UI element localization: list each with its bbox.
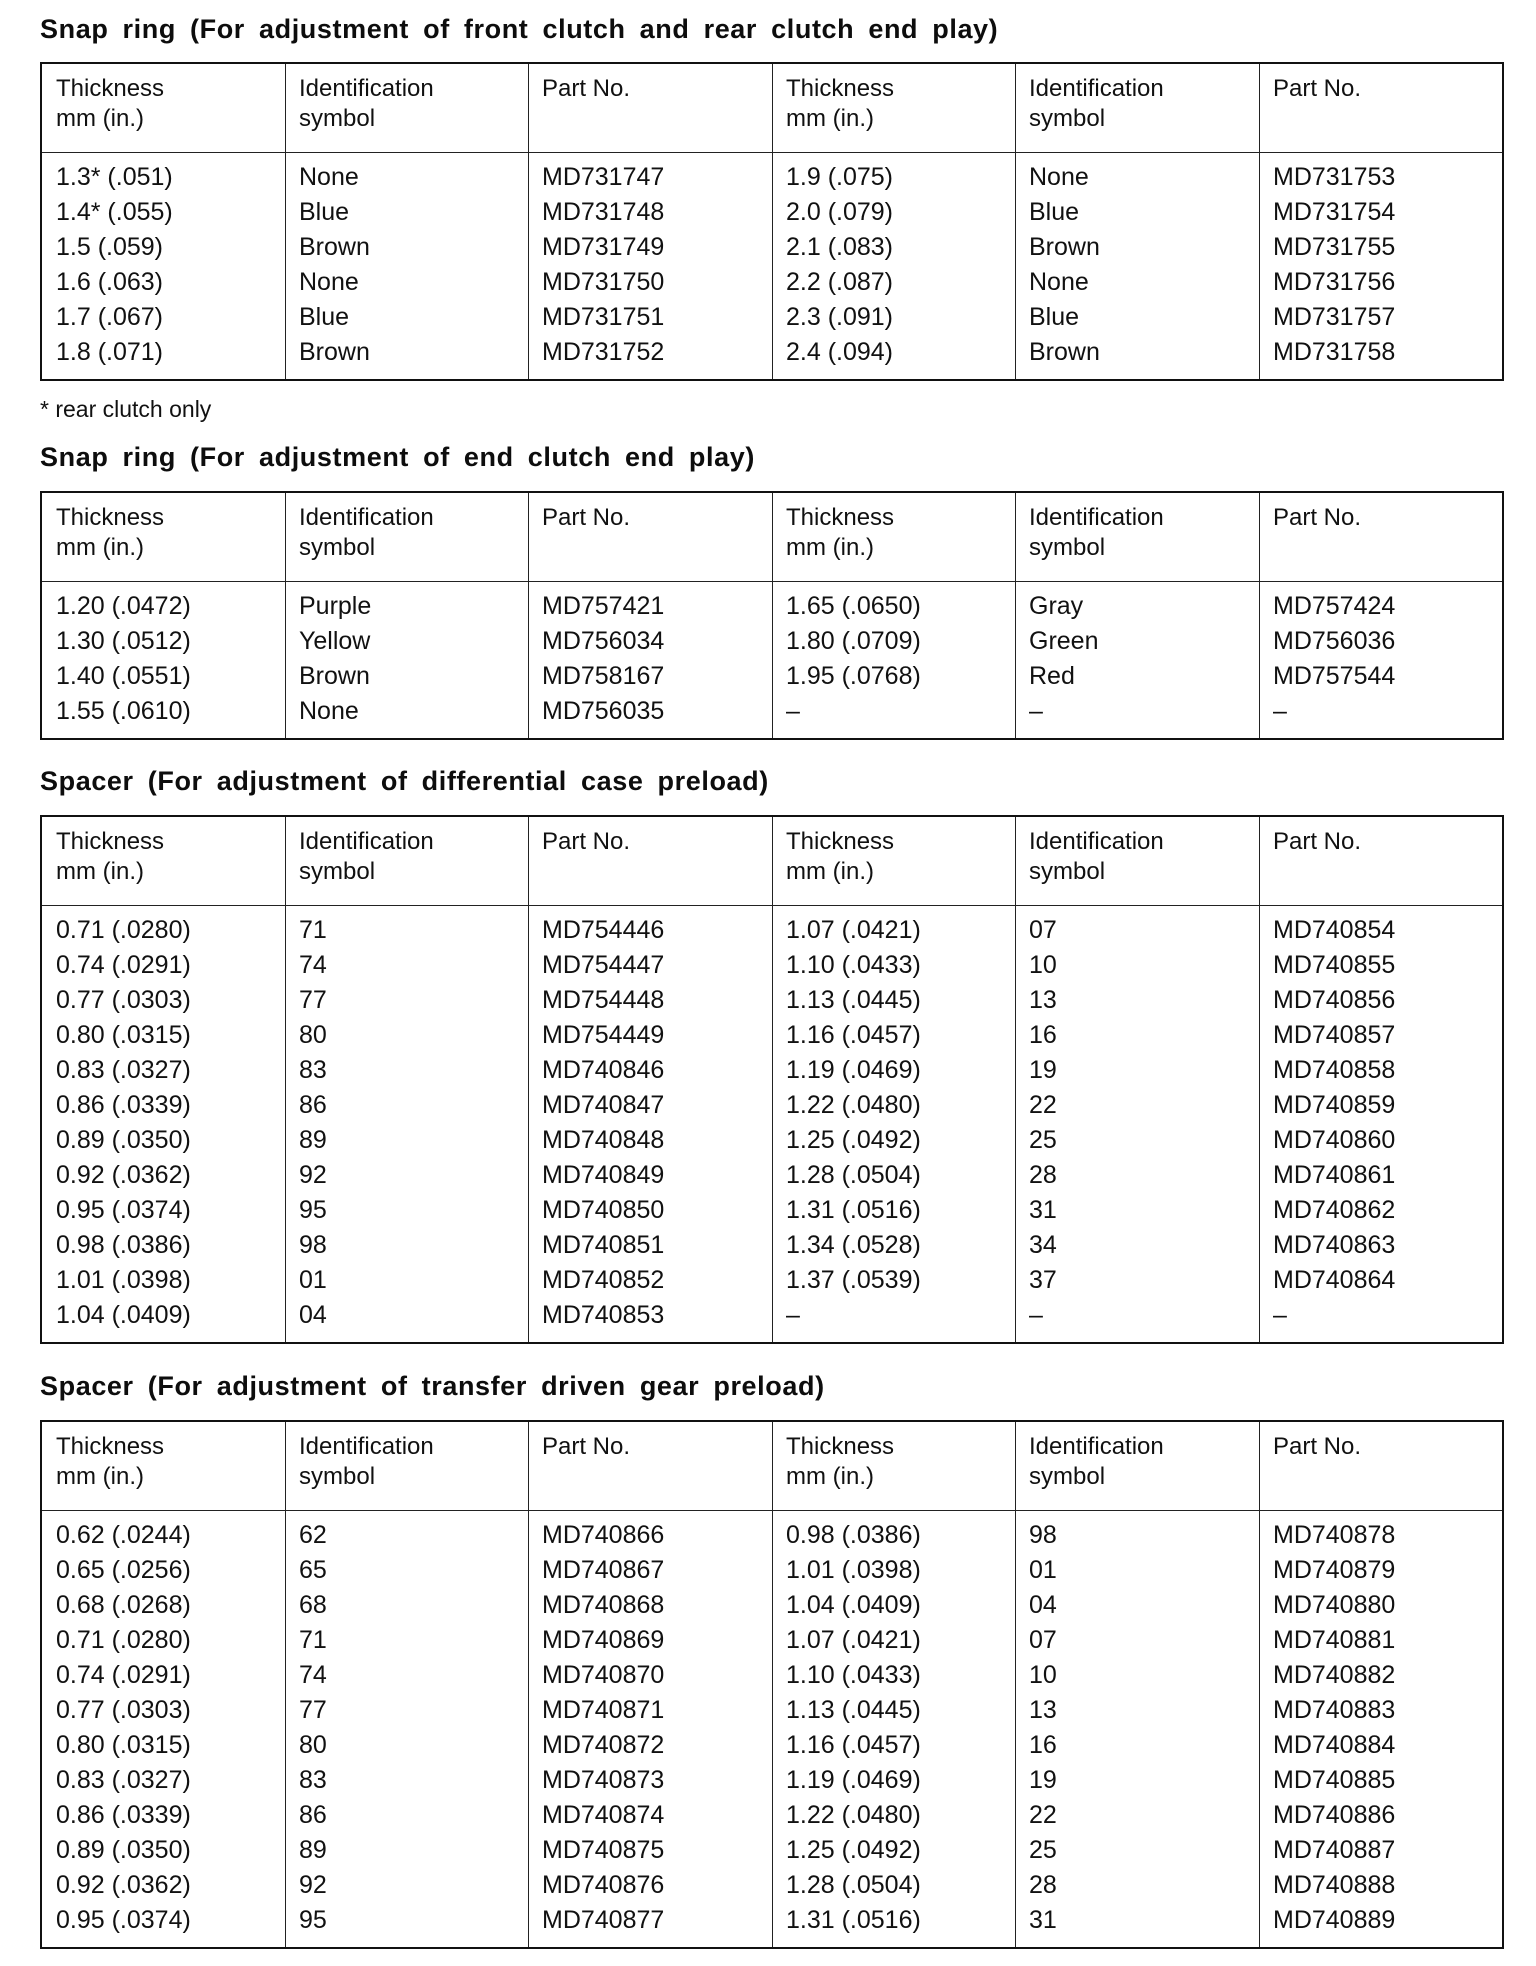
table-cell: 1.40 (.0551) xyxy=(56,662,191,690)
table-cell: MD740852 xyxy=(542,1266,665,1294)
table-cell: MD740874 xyxy=(542,1801,665,1829)
table-cell: 0.77 (.0303) xyxy=(56,1696,191,1724)
table-cell: MD757424 xyxy=(1273,592,1396,620)
table-cell: Brown xyxy=(1029,233,1100,261)
table-cell: 1.30 (.0512) xyxy=(56,627,191,655)
table-cell: 80 xyxy=(299,1021,327,1049)
header-divider xyxy=(42,905,1502,906)
table-cell: 01 xyxy=(1029,1556,1057,1584)
column-header: Part No. xyxy=(542,828,631,855)
table-cell: MD756035 xyxy=(542,697,665,725)
table-cell: MD740862 xyxy=(1273,1196,1396,1224)
column-divider xyxy=(772,817,773,1342)
table-cell: 28 xyxy=(1029,1871,1057,1899)
table-cell: – xyxy=(786,697,800,725)
table-cell: MD731750 xyxy=(542,268,665,296)
spec-table xyxy=(40,491,1504,740)
table-cell: 1.19 (.0469) xyxy=(786,1766,921,1794)
table-cell: MD740861 xyxy=(1273,1161,1396,1189)
table-cell: None xyxy=(299,163,359,191)
table-cell: 1.07 (.0421) xyxy=(786,916,921,944)
table-cell: 0.83 (.0327) xyxy=(56,1056,191,1084)
table-cell: 0.92 (.0362) xyxy=(56,1161,191,1189)
table-cell: 86 xyxy=(299,1801,327,1829)
table-cell: 25 xyxy=(1029,1126,1057,1154)
table-cell: 1.5 (.059) xyxy=(56,233,164,261)
table-cell: 89 xyxy=(299,1126,327,1154)
column-divider xyxy=(772,493,773,738)
table-cell: – xyxy=(1273,1301,1287,1329)
table-cell: MD740866 xyxy=(542,1521,665,1549)
table-cell: 1.01 (.0398) xyxy=(786,1556,921,1584)
table-cell: 19 xyxy=(1029,1056,1057,1084)
table-cell: 0.86 (.0339) xyxy=(56,1091,191,1119)
table-cell: 1.25 (.0492) xyxy=(786,1836,921,1864)
column-header: Thickness mm (in.) xyxy=(786,1433,895,1490)
table-cell: Blue xyxy=(1029,198,1080,226)
column-divider xyxy=(285,64,286,379)
table-cell: MD740878 xyxy=(1273,1521,1396,1549)
spec-table xyxy=(40,62,1504,381)
table-cell: 86 xyxy=(299,1091,327,1119)
table-cell: MD731749 xyxy=(542,233,665,261)
table-cell: 1.3* (.051) xyxy=(56,163,173,191)
table-cell: MD740848 xyxy=(542,1126,665,1154)
table-cell: 2.0 (.079) xyxy=(786,198,894,226)
table-cell: MD754449 xyxy=(542,1021,665,1049)
header-divider xyxy=(42,152,1502,153)
table-cell: 71 xyxy=(299,1626,327,1654)
table-cell: MD754446 xyxy=(542,916,665,944)
table-cell: 98 xyxy=(1029,1521,1057,1549)
table-cell: MD740876 xyxy=(542,1871,665,1899)
table-cell: 1.07 (.0421) xyxy=(786,1626,921,1654)
table-cell: 92 xyxy=(299,1161,327,1189)
table-cell: MD740863 xyxy=(1273,1231,1396,1259)
table-cell: 98 xyxy=(299,1231,327,1259)
table-cell: MD731756 xyxy=(1273,268,1396,296)
column-header: Identification symbol xyxy=(1029,504,1164,561)
table-cell: 1.55 (.0610) xyxy=(56,697,191,725)
column-header: Thickness mm (in.) xyxy=(786,75,895,132)
table-cell: MD756034 xyxy=(542,627,665,655)
table-cell: 1.8 (.071) xyxy=(56,338,164,366)
table-cell: 68 xyxy=(299,1591,327,1619)
column-divider xyxy=(1259,64,1260,379)
column-header: Identification symbol xyxy=(299,828,434,885)
table-cell: MD740873 xyxy=(542,1766,665,1794)
table-cell: MD740882 xyxy=(1273,1661,1396,1689)
table-cell: 1.95 (.0768) xyxy=(786,662,921,690)
table-cell: 1.01 (.0398) xyxy=(56,1266,191,1294)
column-divider xyxy=(528,64,529,379)
table-cell: MD740853 xyxy=(542,1301,665,1329)
table-cell: 80 xyxy=(299,1731,327,1759)
table-cell: MD757421 xyxy=(542,592,665,620)
table-cell: MD740849 xyxy=(542,1161,665,1189)
table-cell: 1.7 (.067) xyxy=(56,303,164,331)
table-cell: 95 xyxy=(299,1196,327,1224)
table-cell: MD740879 xyxy=(1273,1556,1396,1584)
table-cell: Green xyxy=(1029,627,1099,655)
table-cell: MD740888 xyxy=(1273,1871,1396,1899)
table-cell: 31 xyxy=(1029,1196,1057,1224)
table-cell: 37 xyxy=(1029,1266,1057,1294)
column-header: Thickness mm (in.) xyxy=(56,828,165,885)
table-cell: 1.22 (.0480) xyxy=(786,1801,921,1829)
table-cell: 0.89 (.0350) xyxy=(56,1126,191,1154)
spec-table xyxy=(40,815,1504,1344)
table-cell: Brown xyxy=(299,338,370,366)
table-cell: 1.19 (.0469) xyxy=(786,1056,921,1084)
table-cell: MD731752 xyxy=(542,338,665,366)
table-cell: MD731757 xyxy=(1273,303,1396,331)
table-cell: MD740868 xyxy=(542,1591,665,1619)
table-cell: 2.2 (.087) xyxy=(786,268,894,296)
column-divider xyxy=(1015,493,1016,738)
spec-table xyxy=(40,1420,1504,1949)
table-cell: 28 xyxy=(1029,1161,1057,1189)
table-cell: None xyxy=(299,697,359,725)
column-header: Part No. xyxy=(1273,75,1362,102)
table-cell: MD731753 xyxy=(1273,163,1396,191)
table-cell: Yellow xyxy=(299,627,371,655)
table-cell: 1.65 (.0650) xyxy=(786,592,921,620)
table-cell: 1.20 (.0472) xyxy=(56,592,191,620)
column-header: Part No. xyxy=(1273,1433,1362,1460)
table-cell: 2.1 (.083) xyxy=(786,233,894,261)
table-cell: 1.31 (.0516) xyxy=(786,1196,921,1224)
table-cell: 10 xyxy=(1029,1661,1057,1689)
table-cell: 0.89 (.0350) xyxy=(56,1836,191,1864)
table-cell: Brown xyxy=(299,233,370,261)
table-cell: 0.98 (.0386) xyxy=(786,1521,921,1549)
table-cell: MD740885 xyxy=(1273,1766,1396,1794)
table-cell: 71 xyxy=(299,916,327,944)
column-header: Thickness mm (in.) xyxy=(56,1433,165,1490)
table-cell: 1.31 (.0516) xyxy=(786,1906,921,1934)
table-cell: 0.86 (.0339) xyxy=(56,1801,191,1829)
table-cell: MD754447 xyxy=(542,951,665,979)
table-cell: MD731751 xyxy=(542,303,665,331)
table-cell: MD740880 xyxy=(1273,1591,1396,1619)
column-divider xyxy=(528,493,529,738)
table-cell: 22 xyxy=(1029,1801,1057,1829)
table-cell: 13 xyxy=(1029,986,1057,1014)
table-cell: MD740847 xyxy=(542,1091,665,1119)
column-divider xyxy=(528,817,529,1342)
table-cell: 0.77 (.0303) xyxy=(56,986,191,1014)
table-cell: 0.62 (.0244) xyxy=(56,1521,191,1549)
table-cell: MD740870 xyxy=(542,1661,665,1689)
table-cell: 62 xyxy=(299,1521,327,1549)
column-divider xyxy=(1259,817,1260,1342)
column-header: Thickness mm (in.) xyxy=(56,504,165,561)
column-header: Identification symbol xyxy=(1029,828,1164,885)
table-cell: MD740883 xyxy=(1273,1696,1396,1724)
table-cell: 1.34 (.0528) xyxy=(786,1231,921,1259)
table-cell: 1.10 (.0433) xyxy=(786,1661,921,1689)
table-cell: 2.3 (.091) xyxy=(786,303,894,331)
table-cell: MD731748 xyxy=(542,198,665,226)
table-cell: MD740851 xyxy=(542,1231,665,1259)
column-divider xyxy=(772,1422,773,1947)
table-cell: 1.13 (.0445) xyxy=(786,1696,921,1724)
table-cell: MD756036 xyxy=(1273,627,1396,655)
column-header: Part No. xyxy=(1273,504,1362,531)
table-cell: MD740856 xyxy=(1273,986,1396,1014)
column-header: Identification symbol xyxy=(299,75,434,132)
table-cell: MD740846 xyxy=(542,1056,665,1084)
table-cell: None xyxy=(299,268,359,296)
table-cell: 0.83 (.0327) xyxy=(56,1766,191,1794)
table-cell: MD754448 xyxy=(542,986,665,1014)
table-cell: 1.4* (.055) xyxy=(56,198,173,226)
table-cell: – xyxy=(1029,1301,1043,1329)
table-cell: 1.28 (.0504) xyxy=(786,1161,921,1189)
table-cell: Blue xyxy=(299,198,350,226)
column-divider xyxy=(285,493,286,738)
table-cell: 1.10 (.0433) xyxy=(786,951,921,979)
table-cell: MD740875 xyxy=(542,1836,665,1864)
section-title: Snap ring (For adjustment of front clutch and rear clutch end play) xyxy=(40,14,999,44)
table-cell: MD731758 xyxy=(1273,338,1396,366)
table-cell: MD757544 xyxy=(1273,662,1396,690)
column-divider xyxy=(528,1422,529,1947)
table-cell: None xyxy=(1029,268,1089,296)
table-cell: 19 xyxy=(1029,1766,1057,1794)
table-cell: 74 xyxy=(299,1661,327,1689)
table-cell: MD740884 xyxy=(1273,1731,1396,1759)
column-header: Identification symbol xyxy=(299,504,434,561)
header-divider xyxy=(42,581,1502,582)
table-cell: None xyxy=(1029,163,1089,191)
table-cell: MD740864 xyxy=(1273,1266,1396,1294)
table-cell: 1.80 (.0709) xyxy=(786,627,921,655)
table-cell: MD740877 xyxy=(542,1906,665,1934)
table-cell: 2.4 (.094) xyxy=(786,338,894,366)
table-cell: 16 xyxy=(1029,1021,1057,1049)
table-cell: 0.95 (.0374) xyxy=(56,1906,191,1934)
table-cell: MD740871 xyxy=(542,1696,665,1724)
table-cell: 0.95 (.0374) xyxy=(56,1196,191,1224)
table-cell: 65 xyxy=(299,1556,327,1584)
table-cell: MD740859 xyxy=(1273,1091,1396,1119)
table-cell: 07 xyxy=(1029,1626,1057,1654)
table-cell: 89 xyxy=(299,1836,327,1864)
column-header: Identification symbol xyxy=(1029,1433,1164,1490)
section-title: Spacer (For adjustment of transfer driven gear preload) xyxy=(40,1371,825,1401)
table-cell: 74 xyxy=(299,951,327,979)
table-cell: 0.80 (.0315) xyxy=(56,1021,191,1049)
column-header: Identification symbol xyxy=(1029,75,1164,132)
table-cell: MD740858 xyxy=(1273,1056,1396,1084)
table-cell: MD740881 xyxy=(1273,1626,1396,1654)
column-divider xyxy=(1015,817,1016,1342)
table-cell: Brown xyxy=(1029,338,1100,366)
table-cell: 01 xyxy=(299,1266,327,1294)
column-divider xyxy=(1015,64,1016,379)
table-cell: 0.71 (.0280) xyxy=(56,916,191,944)
table-cell: 1.37 (.0539) xyxy=(786,1266,921,1294)
footnote: * rear clutch only xyxy=(40,396,212,422)
column-header: Thickness mm (in.) xyxy=(786,828,895,885)
table-cell: MD731755 xyxy=(1273,233,1396,261)
table-cell: 92 xyxy=(299,1871,327,1899)
table-cell: MD731754 xyxy=(1273,198,1396,226)
table-cell: 1.16 (.0457) xyxy=(786,1021,921,1049)
table-cell: MD740872 xyxy=(542,1731,665,1759)
table-cell: 34 xyxy=(1029,1231,1057,1259)
table-cell: 1.04 (.0409) xyxy=(56,1301,191,1329)
column-divider xyxy=(1259,493,1260,738)
column-divider xyxy=(1015,1422,1016,1947)
column-divider xyxy=(285,817,286,1342)
table-cell: 22 xyxy=(1029,1091,1057,1119)
table-cell: 1.22 (.0480) xyxy=(786,1091,921,1119)
table-cell: 1.13 (.0445) xyxy=(786,986,921,1014)
table-cell: 16 xyxy=(1029,1731,1057,1759)
table-cell: MD740867 xyxy=(542,1556,665,1584)
table-cell: 95 xyxy=(299,1906,327,1934)
table-cell: 25 xyxy=(1029,1836,1057,1864)
table-cell: 0.74 (.0291) xyxy=(56,1661,191,1689)
section-title: Spacer (For adjustment of differential case preload) xyxy=(40,766,769,796)
column-header: Part No. xyxy=(542,504,631,531)
table-cell: MD740855 xyxy=(1273,951,1396,979)
column-header: Part No. xyxy=(542,75,631,102)
table-cell: – xyxy=(786,1301,800,1329)
table-cell: 04 xyxy=(299,1301,327,1329)
table-cell: 0.80 (.0315) xyxy=(56,1731,191,1759)
table-cell: 0.65 (.0256) xyxy=(56,1556,191,1584)
table-cell: MD740886 xyxy=(1273,1801,1396,1829)
column-header: Thickness mm (in.) xyxy=(786,504,895,561)
table-cell: 0.68 (.0268) xyxy=(56,1591,191,1619)
table-cell: 83 xyxy=(299,1056,327,1084)
column-divider xyxy=(772,64,773,379)
table-cell: – xyxy=(1029,697,1043,725)
table-cell: MD740887 xyxy=(1273,1836,1396,1864)
table-cell: 31 xyxy=(1029,1906,1057,1934)
table-cell: 04 xyxy=(1029,1591,1057,1619)
table-cell: MD740860 xyxy=(1273,1126,1396,1154)
table-cell: MD731747 xyxy=(542,163,665,191)
column-divider xyxy=(285,1422,286,1947)
table-cell: Red xyxy=(1029,662,1075,690)
table-cell: 77 xyxy=(299,1696,327,1724)
table-cell: MD740869 xyxy=(542,1626,665,1654)
table-cell: MD740854 xyxy=(1273,916,1396,944)
table-cell: Blue xyxy=(299,303,350,331)
table-cell: – xyxy=(1273,697,1287,725)
header-divider xyxy=(42,1510,1502,1511)
table-cell: 0.92 (.0362) xyxy=(56,1871,191,1899)
column-header: Identification symbol xyxy=(299,1433,434,1490)
table-cell: 83 xyxy=(299,1766,327,1794)
table-cell: 1.25 (.0492) xyxy=(786,1126,921,1154)
table-cell: MD740889 xyxy=(1273,1906,1396,1934)
table-cell: Brown xyxy=(299,662,370,690)
table-cell: 10 xyxy=(1029,951,1057,979)
table-cell: 0.98 (.0386) xyxy=(56,1231,191,1259)
table-cell: 77 xyxy=(299,986,327,1014)
table-cell: 0.71 (.0280) xyxy=(56,1626,191,1654)
table-cell: 1.6 (.063) xyxy=(56,268,164,296)
section-title: Snap ring (For adjustment of end clutch end play) xyxy=(40,442,755,472)
table-cell: 1.9 (.075) xyxy=(786,163,894,191)
column-header: Part No. xyxy=(542,1433,631,1460)
table-cell: 0.74 (.0291) xyxy=(56,951,191,979)
column-header: Part No. xyxy=(1273,828,1362,855)
table-cell: 07 xyxy=(1029,916,1057,944)
table-cell: MD758167 xyxy=(542,662,665,690)
column-divider xyxy=(1259,1422,1260,1947)
table-cell: Blue xyxy=(1029,303,1080,331)
table-cell: Purple xyxy=(299,592,372,620)
table-cell: MD740850 xyxy=(542,1196,665,1224)
table-cell: 1.28 (.0504) xyxy=(786,1871,921,1899)
table-cell: 1.04 (.0409) xyxy=(786,1591,921,1619)
table-cell: Gray xyxy=(1029,592,1084,620)
column-header: Thickness mm (in.) xyxy=(56,75,165,132)
table-cell: MD740857 xyxy=(1273,1021,1396,1049)
table-cell: 13 xyxy=(1029,1696,1057,1724)
table-cell: 1.16 (.0457) xyxy=(786,1731,921,1759)
